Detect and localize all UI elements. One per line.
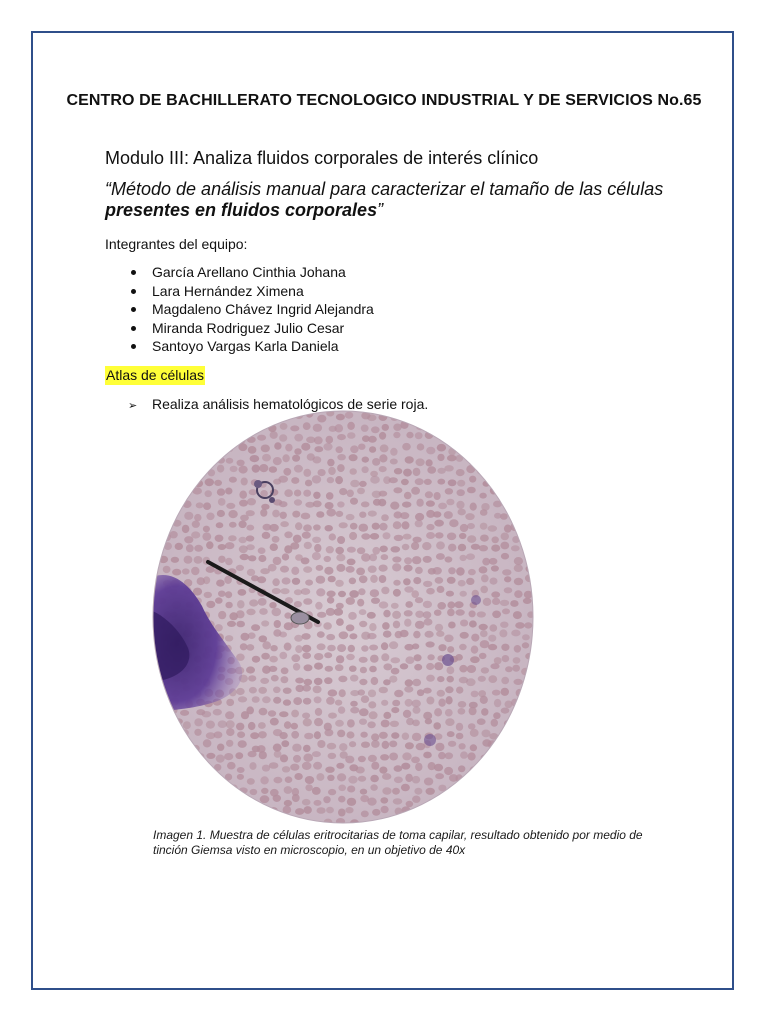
member-list — [127, 263, 374, 356]
method-title — [105, 179, 685, 221]
list-item: Lara Hernández Ximena — [127, 282, 374, 301]
analysis-text: Realiza análisis hematológicos de serie roja. — [152, 396, 429, 412]
figure-caption: Imagen 1. Muestra de células eritrocitarias de toma capilar, resultado obtenido por medio de tinción Giemsa visto en microscopio, en un objetivo de 40x — [153, 828, 643, 857]
list-item: Santoyo Vargas Karla Daniela — [127, 337, 374, 356]
atlas-heading: Atlas de células — [106, 367, 205, 383]
list-item: Magdaleno Chávez Ingrid Alejandra — [127, 300, 374, 319]
page-title: CENTRO DE BACHILLERATO TECNOLOGICO INDUSTRIAL Y DE SERVICIOS No.65 — [66, 92, 702, 109]
list-item: Miranda Rodriguez Julio Cesar — [127, 319, 374, 338]
team-label: Integrantes del equipo: — [105, 236, 248, 252]
module-heading: Modulo III: Analiza fluidos corporales de interés clínico — [105, 148, 539, 168]
arrow-bullet-icon: ➢ — [128, 400, 138, 412]
list-item: García Arellano Cinthia Johana — [127, 263, 374, 282]
method-title-part1: “Método de análisis manual para caracterizar el tamaño de las células — [105, 179, 664, 199]
method-title-part2: presentes en fluidos corporales — [105, 200, 378, 220]
method-title-part3: ” — [377, 200, 384, 220]
microscope-image — [150, 410, 536, 830]
